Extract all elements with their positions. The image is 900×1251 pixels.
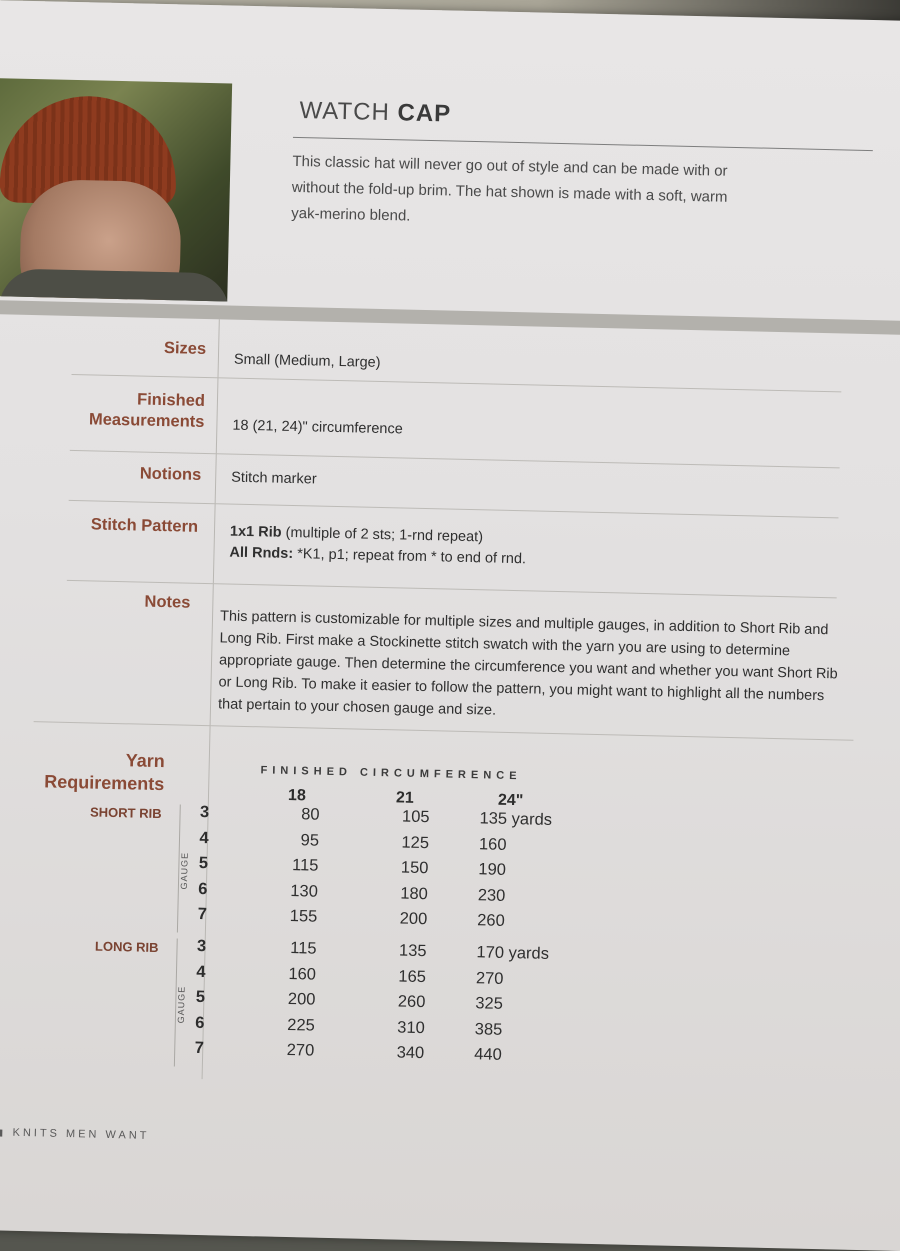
yardage-21: 340	[396, 1043, 425, 1063]
yardage-21: 180	[400, 884, 429, 903]
gauge-value: 7	[194, 1038, 205, 1058]
yardage-21: 150	[400, 858, 429, 878]
yardage-24: 160	[478, 834, 507, 854]
finished-measurements-label	[0, 386, 205, 433]
yardage-18: 155	[289, 907, 318, 926]
yardage-18: 270	[286, 1041, 315, 1060]
col-header-21: 21	[395, 789, 414, 807]
gauge-value: 4	[199, 828, 209, 847]
yardage-21: 260	[397, 992, 426, 1012]
yarn-label-line2: Requirements	[44, 771, 165, 795]
sizes-label: Sizes	[163, 339, 207, 358]
gauge-value: 3	[196, 936, 207, 956]
yardage-24: 260	[477, 911, 505, 930]
gauge-value: 6	[198, 879, 208, 898]
yardage-24: 135 yards	[479, 809, 553, 829]
yardage-24: 170 yards	[476, 943, 550, 963]
notes-label: Notes	[144, 592, 191, 612]
stitch-pattern-value	[229, 522, 526, 571]
all-rnds-instructions: *K1, p1; repeat from * to end of rnd.	[292, 546, 527, 568]
yardage-21: 165	[398, 967, 427, 986]
section-band	[0, 300, 900, 336]
finished-label-line1: Finished	[136, 390, 206, 410]
yardage-18: 95	[300, 830, 320, 850]
model-collar-image	[0, 268, 230, 301]
yardage-21: 310	[397, 1018, 426, 1037]
page-footer	[0, 1126, 150, 1142]
all-rnds-label: All Rnds:	[229, 544, 294, 563]
finished-label-line2: Measurements	[88, 410, 205, 431]
gauge-group-label: LONG RIB	[94, 938, 159, 956]
yardage-18: 115	[291, 856, 319, 875]
yardage-21: 135	[398, 941, 427, 961]
title-bold: CAP	[397, 99, 452, 128]
title-divider	[293, 137, 873, 151]
yardage-24: 440	[474, 1045, 502, 1064]
yardage-18: 115	[290, 939, 317, 958]
yarn-label-line1: Yarn	[125, 750, 166, 772]
gauge-value: 5	[195, 987, 206, 1007]
yardage-21: 105	[401, 807, 430, 827]
model-photo	[0, 78, 232, 301]
gauge-group-label: SHORT RIB	[89, 804, 162, 822]
gauge-value: 6	[195, 1013, 205, 1032]
yardage-24: 190	[478, 860, 507, 879]
stitch-pattern-label: Stitch Pattern	[90, 515, 199, 536]
yardage-18: 225	[287, 1015, 316, 1035]
notions-value: Stitch marker	[231, 469, 317, 488]
footer-square-icon	[0, 1129, 3, 1136]
yardage-24: 385	[474, 1019, 503, 1039]
yardage-24: 270	[475, 968, 504, 988]
notes-value: This pattern is customizable for multiple sizes and multiple gauges, in addition to Short Rib and Long Rib. First make a Stockinette stitch swatch with the yarn you are using to determine appropriate gauge. Then determine the circumference you want and whether you want Short Rib or Long Rib. To make it easier to follow the pattern, you might want to highlight all the numbers that pertain to your chosen gauge and size.	[217, 608, 838, 719]
gauge-side-label: GAUGE	[178, 851, 190, 890]
yardage-21: 200	[399, 909, 428, 929]
col-header-18: 18	[287, 786, 307, 805]
pattern-title	[299, 97, 451, 128]
gauge-value: 3	[199, 802, 210, 822]
rib-name: 1x1 Rib	[229, 523, 282, 541]
rib-description: (multiple of 2 sts; 1-rnd repeat)	[281, 524, 484, 546]
yardage-21: 125	[401, 833, 430, 852]
gauge-value: 7	[197, 904, 208, 924]
yardage-18: 130	[290, 881, 319, 901]
gauge-value: 5	[198, 853, 209, 873]
finished-circumference-heading: FINISHED CIRCUMFERENCE	[260, 764, 522, 783]
gauge-value: 4	[196, 962, 206, 981]
yardage-18: 80	[301, 805, 320, 824]
sizes-value: Small (Medium, Large)	[233, 351, 381, 371]
yarn-requirements-label	[0, 745, 165, 796]
yardage-24: 230	[477, 885, 506, 905]
gauge-side-label: GAUGE	[175, 985, 187, 1024]
book-title: KNITS MEN WANT	[12, 1126, 150, 1142]
col-header-24: 24"	[497, 791, 524, 810]
yardage-18: 200	[287, 990, 316, 1009]
title-light: WATCH	[299, 97, 398, 127]
yardage-18: 160	[288, 964, 317, 984]
pattern-intro: This classic hat will never go out of style and can be made with or without the fold-up brim. The hat shown is made with a soft, warm yak-merino blend.	[291, 152, 728, 225]
yardage-24: 325	[475, 994, 504, 1013]
finished-measurements-value: 18 (21, 24)" circumference	[232, 417, 403, 438]
notions-label: Notions	[139, 464, 202, 484]
